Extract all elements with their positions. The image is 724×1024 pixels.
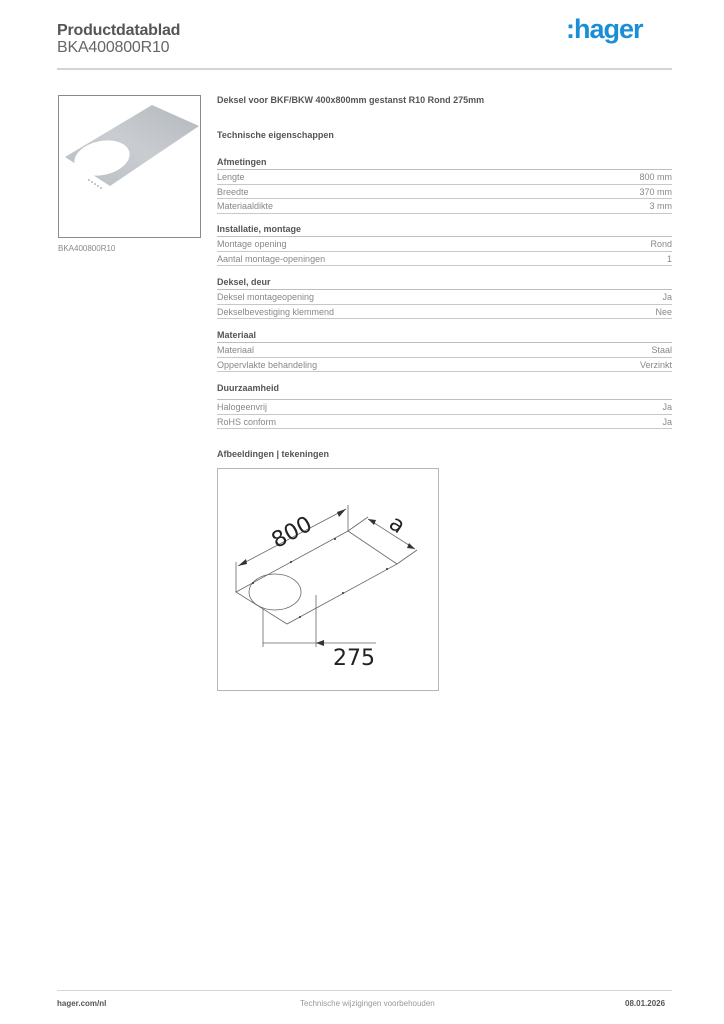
spec-label: Materiaaldikte xyxy=(217,201,274,211)
spec-value: Ja xyxy=(662,292,672,302)
spec-value: 800 mm xyxy=(639,172,672,182)
spec-row xyxy=(217,415,672,430)
spec-row xyxy=(217,237,672,252)
spec-value: Ja xyxy=(662,416,672,427)
footer-divider xyxy=(57,990,672,991)
section-afmetingen xyxy=(217,156,672,214)
dimension-drawing xyxy=(218,469,438,690)
hager-logo: :hager xyxy=(566,14,643,44)
product-image-caption: BKA400800R10 xyxy=(58,244,116,253)
spec-label: Oppervlakte behandeling xyxy=(217,359,318,370)
technical-drawing xyxy=(217,468,439,691)
spec-value: Staal xyxy=(651,345,672,355)
drawings-heading: Afbeeldingen | tekeningen xyxy=(217,449,330,459)
spec-label: Halogeenvrij xyxy=(217,402,268,412)
spec-value: Nee xyxy=(655,306,672,317)
page-title: Productdatablad xyxy=(57,22,181,39)
section-deksel-deur xyxy=(217,276,672,319)
product-code: BKA400800R10 xyxy=(57,39,170,56)
dimension-width-label: a xyxy=(384,510,410,540)
spec-label: Lengte xyxy=(217,172,245,182)
cover-plate-illustration xyxy=(59,96,200,237)
section-title: Duurzaamheid xyxy=(217,382,672,400)
section-title: Deksel, deur xyxy=(217,276,672,290)
spec-row xyxy=(217,185,672,200)
dimension-hole-label: 275 xyxy=(333,646,375,671)
spec-row xyxy=(217,252,672,267)
section-title: Installatie, montage xyxy=(217,223,672,237)
section-title: Materiaal xyxy=(217,329,672,343)
spec-value: 3 mm xyxy=(649,201,672,211)
spec-value: Rond xyxy=(650,239,672,249)
spec-label: Breedte xyxy=(217,186,249,197)
spec-label: Deksel montageopening xyxy=(217,292,315,302)
technical-properties-heading: Technische eigenschappen xyxy=(217,130,334,140)
spec-row xyxy=(217,358,672,373)
spec-label: Montage opening xyxy=(217,239,287,249)
dimension-length-label: 800 xyxy=(267,511,317,554)
spec-label: Materiaal xyxy=(217,345,255,355)
section-installatie-montage xyxy=(217,223,672,266)
footer-disclaimer: Technische wijzigingen voorbehouden xyxy=(300,999,435,1008)
spec-label: RoHS conform xyxy=(217,416,277,427)
section-title: Afmetingen xyxy=(217,156,672,170)
spec-row xyxy=(217,305,672,320)
product-image xyxy=(58,95,201,238)
spec-label: Aantal montage-openingen xyxy=(217,253,326,264)
spec-value: Verzinkt xyxy=(639,359,672,370)
footer-date: 08.01.2026 xyxy=(625,999,666,1008)
spec-row xyxy=(217,343,672,358)
product-description: Deksel voor BKF/BKW 400x800mm gestanst R10 Rond 275mm xyxy=(217,95,485,105)
spec-label: Dekselbevestiging klemmend xyxy=(217,306,335,317)
section-materiaal xyxy=(217,329,672,372)
section-duurzaamheid xyxy=(217,382,672,429)
spec-row xyxy=(217,400,672,415)
spec-value: 1 xyxy=(666,253,672,264)
spec-value: 370 mm xyxy=(639,186,672,197)
spec-row xyxy=(217,199,672,214)
footer-website-link[interactable]: hager.com/nl xyxy=(57,999,107,1008)
header-divider xyxy=(57,68,672,70)
spec-row xyxy=(217,290,672,305)
spec-row xyxy=(217,170,672,185)
spec-value: Ja xyxy=(662,402,672,412)
